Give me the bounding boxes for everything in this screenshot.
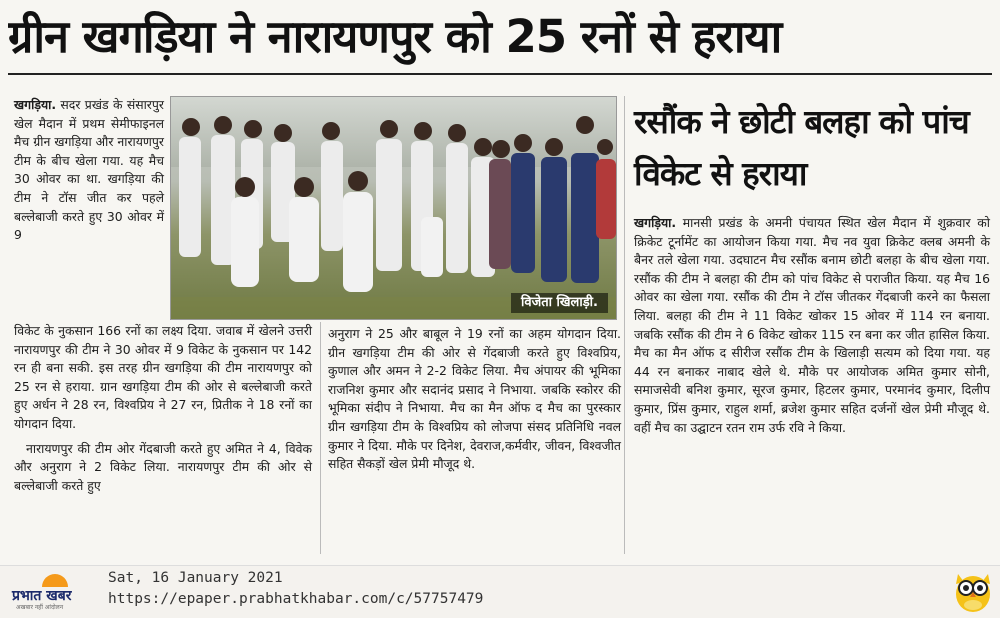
footer-meta — [108, 568, 483, 610]
story1-dateline: खगड़िया. — [14, 97, 57, 112]
team-players-graphic — [171, 97, 616, 319]
story-divider — [624, 96, 625, 554]
owl-mascot-icon — [952, 566, 994, 614]
story1-text-top: सदर प्रखंड के संसारपुर खेल मैदान में प्रथम सेमीफाइनल मैच ग्रीन खगड़िया और नारायणपुर टीम के बीच खेला गया. यह मैच 30 ओवर का था. खगड़िया की टीम ने टॉस जीत कर पहले बल्लेबाजी करते हुए 30 ओवर में 9 — [14, 97, 164, 243]
column-divider — [320, 322, 321, 554]
story1-column-top — [14, 96, 164, 245]
story2-dateline: खगड़िया. — [634, 215, 677, 230]
team-photo — [170, 96, 617, 320]
newspaper-logo-icon[interactable] — [12, 574, 100, 611]
story1-column-2 — [328, 325, 621, 474]
story2-headline: रसौंक ने छोटी बलहा को पांच विकेट से हराया — [634, 102, 969, 193]
main-headline: ग्रीन खगड़िया ने नारायणपुर को 25 रनों से हराया — [8, 10, 782, 63]
photo-caption: विजेता खिलाड़ी. — [511, 293, 608, 313]
story1-text-col2: अनुराग ने 25 और बाबूल ने 19 रनों का अहम योगदान दिया. ग्रीन खगड़िया टीम की ओर से गेंदबाजी करते हुए विश्वप्रिय, कुणाल और अमन ने 2-2 विकेट लिया. मैच अंपायर की भूमिका राजनिश कुमार और सदानंद प्रसाद ने निभाया. जबकि स्कोरर की भूमिका संदीप ने निभाया. मैच का मैन ऑफ द मैच का पुरस्कार ग्रीन खगड़िया टीम के विश्वप्रिय को लोजपा संसद प्रतिनिधि नवल कुमार ने दिया. मौके पर दिनेश, देवराज,कर्मवीर, जीवन, विश्वजीत सहित सैकड़ों खेल प्रेमी मौजूद थे. — [328, 326, 621, 472]
story1-column-bottom — [14, 322, 312, 495]
epaper-link[interactable]: https://epaper.prabhatkhabar.com/c/57757479 — [108, 591, 484, 607]
story1-paragraph-1: विकेट के नुकसान 166 रनों का लक्ष्य दिया. जवाब में खेलने उत्तरी नारायणपुर की टीम ने 30 ओवर में 9 विकेट के नुकसान पर 142 रन ही बना सकी. इस तरह ग्रीन खगड़िया की टीम नारायणपुर को 25 रन से हराया. ग्रान खगड़िया टीम की ओर से बल्लेबाजी करते हुए अर्धन ने 28 रन, विश्वप्रिय ने 27 रन, प्रितीक ने 18 रनों का योगदान दिया. — [14, 323, 312, 431]
story1-paragraph-2: नारायणपुर की टीम ओर गेंदबाजी करते हुए अमित ने 4, विवेक और अनुराग ने 2 विकेट लिया. नारायणपुर टीम की ओर से बल्लेबाजी करते हुए — [14, 440, 312, 493]
logo-tagline: अखबार नहीं आंदोलन — [16, 604, 64, 611]
story2-body — [634, 214, 990, 437]
headline-rule — [8, 73, 992, 75]
edition-date: Sat, 16 January 2021 — [108, 570, 283, 586]
story2-text: मानसी प्रखंड के अमनी पंचायत स्थित खेल मैदान में शुक्रवार को क्रिकेट टूर्नामेंट का आयोजन किया गया. मैच नव युवा क्रिकेट क्लब अमनी के बैनर तले खेला गया. उदघाटन मैच रसौंक बनाम छोटी बलहा के बीच खेला गया. रसौंक की टीम ने बलहा की टीम को पांच विकेट से पराजीत किया. यह मैच 16 ओवर का खेला गया. रसौंक की टीम ने टॉस जीतकर गेंदबाजी करने का फैसला लिया. बलहा की टीम ने 11 विकेट खोकर 15 ओवर में 114 रन बनाया. जबकि रसौंक की टीम ने 6 विकेट खोकर 115 रन बना कर जीत हासिल किया. मैच का मैन ऑफ द सीरीज रसौंक टीम के खिलाड़ी सत्यम को दिया गया. यह 44 रन बनाकर नाबाद खेले थे. मौके पर आयोजक अमित कुमार सोनी, समाजसेवी बनिश कुमार, सूरज कुमार, हिटलर कुमार, परमानंद कुमार, दिलीप कुमार, प्रिंस कुमार, राहुल शर्मा, ब्रजेश कुमार सहित दर्जनों खेल प्रेमी मौजूद थे. वहीं मैच का उद्घाटन रतन राम उर्फ रवि ने किया. — [634, 215, 990, 435]
logo-text: प्रभात खबर — [12, 588, 72, 604]
